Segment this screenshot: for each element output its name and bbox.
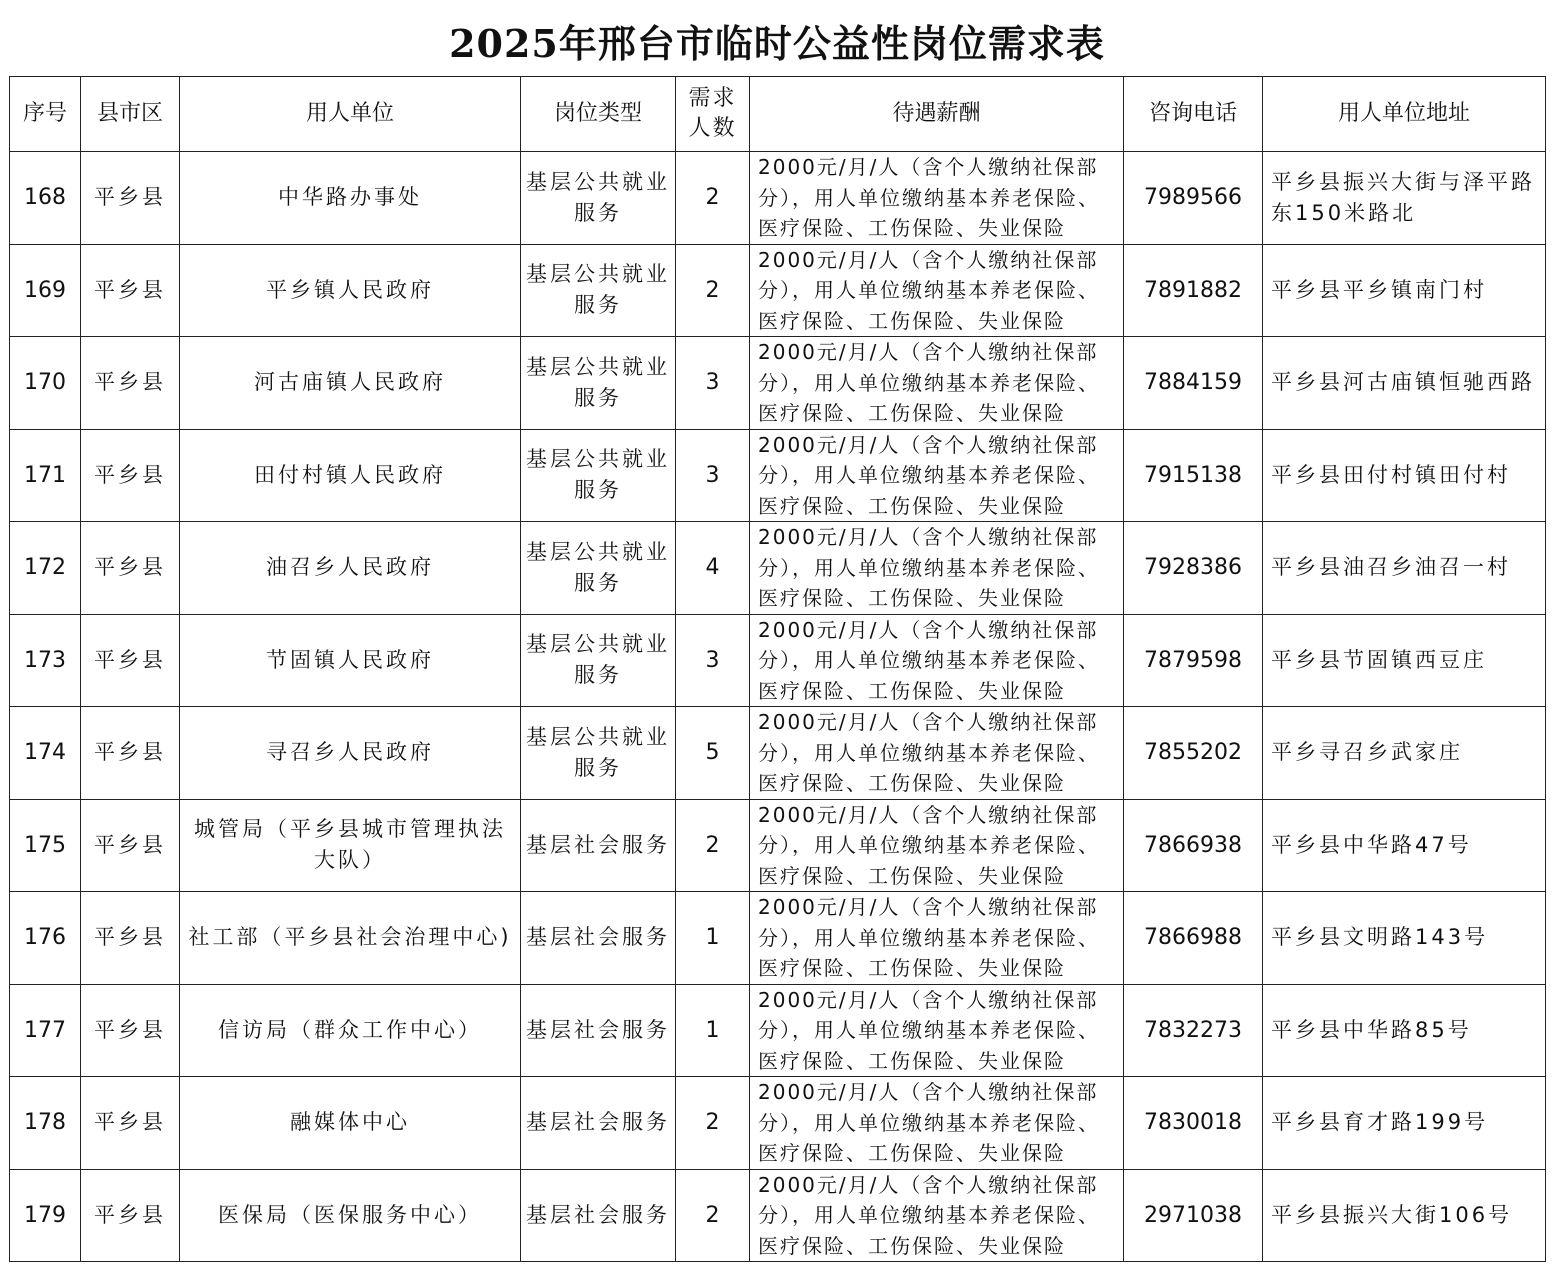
table-row: [10, 614, 1546, 707]
cell-phone: 7830018: [1124, 1077, 1263, 1170]
cell-post-type: 基层公共就业服务: [521, 337, 676, 430]
cell-address: 平乡县平乡镇南门村: [1263, 244, 1546, 337]
header-phone: 咨询电话: [1124, 77, 1263, 152]
cell-address: 平乡县田付村镇田付村: [1263, 429, 1546, 522]
cell-salary: 2000元/月/人（含个人缴纳社保部分），用人单位缴纳基本养老保险、医疗保险、工伤保险、失业保险: [750, 152, 1124, 245]
cell-address: 平乡县中华路47号: [1263, 799, 1546, 892]
cell-post-type: 基层社会服务: [521, 984, 676, 1077]
table-row: [10, 707, 1546, 800]
cell-seq: 171: [10, 429, 81, 522]
header-employer: 用人单位: [180, 77, 521, 152]
cell-address: 平乡县中华路85号: [1263, 984, 1546, 1077]
header-seq: 序号: [10, 77, 81, 152]
cell-phone: 2971038: [1124, 1169, 1263, 1262]
cell-employer: 城管局（平乡县城市管理执法大队）: [180, 799, 521, 892]
cell-salary: 2000元/月/人（含个人缴纳社保部分），用人单位缴纳基本养老保险、医疗保险、工伤保险、失业保险: [750, 984, 1124, 1077]
header-address: 用人单位地址: [1263, 77, 1546, 152]
cell-post-type: 基层公共就业服务: [521, 522, 676, 615]
cell-employer: 寻召乡人民政府: [180, 707, 521, 800]
cell-employer: 中华路办事处: [180, 152, 521, 245]
cell-seq: 170: [10, 337, 81, 430]
cell-employer: 平乡镇人民政府: [180, 244, 521, 337]
cell-phone: 7855202: [1124, 707, 1263, 800]
cell-demand: 1: [676, 892, 750, 985]
cell-demand: 3: [676, 429, 750, 522]
cell-salary: 2000元/月/人（含个人缴纳社保部分），用人单位缴纳基本养老保险、医疗保险、工伤保险、失业保险: [750, 337, 1124, 430]
header-demand-line1: 需求: [688, 86, 737, 111]
cell-salary: 2000元/月/人（含个人缴纳社保部分），用人单位缴纳基本养老保险、医疗保险、工伤保险、失业保险: [750, 799, 1124, 892]
cell-demand: 4: [676, 522, 750, 615]
cell-seq: 168: [10, 152, 81, 245]
cell-employer: 信访局（群众工作中心）: [180, 984, 521, 1077]
cell-demand: 3: [676, 614, 750, 707]
cell-county: 平乡县: [81, 1169, 180, 1262]
cell-county: 平乡县: [81, 614, 180, 707]
header-demand-line2: 人数: [688, 116, 737, 141]
cell-address: 平乡县振兴大街与泽平路东150米路北: [1263, 152, 1546, 245]
cell-salary: 2000元/月/人（含个人缴纳社保部分），用人单位缴纳基本养老保险、医疗保险、工伤保险、失业保险: [750, 707, 1124, 800]
cell-seq: 174: [10, 707, 81, 800]
cell-post-type: 基层公共就业服务: [521, 429, 676, 522]
cell-employer: 医保局（医保服务中心）: [180, 1169, 521, 1262]
table-row: [10, 1077, 1546, 1170]
cell-post-type: 基层社会服务: [521, 892, 676, 985]
cell-salary: 2000元/月/人（含个人缴纳社保部分），用人单位缴纳基本养老保险、医疗保险、工伤保险、失业保险: [750, 429, 1124, 522]
table-row: [10, 892, 1546, 985]
cell-address: 平乡县振兴大街106号: [1263, 1169, 1546, 1262]
cell-county: 平乡县: [81, 799, 180, 892]
cell-demand: 2: [676, 799, 750, 892]
cell-county: 平乡县: [81, 522, 180, 615]
table-row: [10, 152, 1546, 245]
cell-employer: 田付村镇人民政府: [180, 429, 521, 522]
table-row: [10, 984, 1546, 1077]
cell-demand: 2: [676, 244, 750, 337]
cell-seq: 179: [10, 1169, 81, 1262]
cell-demand: 2: [676, 1077, 750, 1170]
table-row: [10, 244, 1546, 337]
cell-county: 平乡县: [81, 244, 180, 337]
cell-county: 平乡县: [81, 892, 180, 985]
table-row: [10, 799, 1546, 892]
cell-demand: 5: [676, 707, 750, 800]
cell-county: 平乡县: [81, 337, 180, 430]
cell-salary: 2000元/月/人（含个人缴纳社保部分），用人单位缴纳基本养老保险、医疗保险、工伤保险、失业保险: [750, 1077, 1124, 1170]
cell-post-type: 基层公共就业服务: [521, 707, 676, 800]
cell-post-type: 基层社会服务: [521, 1077, 676, 1170]
cell-address: 平乡县油召乡油召一村: [1263, 522, 1546, 615]
cell-post-type: 基层公共就业服务: [521, 244, 676, 337]
table-row: [10, 1169, 1546, 1262]
cell-employer: 融媒体中心: [180, 1077, 521, 1170]
cell-county: 平乡县: [81, 152, 180, 245]
table-row: [10, 522, 1546, 615]
cell-post-type: 基层公共就业服务: [521, 152, 676, 245]
cell-address: 平乡县节固镇西豆庄: [1263, 614, 1546, 707]
cell-phone: 7866988: [1124, 892, 1263, 985]
cell-salary: 2000元/月/人（含个人缴纳社保部分），用人单位缴纳基本养老保险、医疗保险、工伤保险、失业保险: [750, 522, 1124, 615]
cell-phone: 7832273: [1124, 984, 1263, 1077]
cell-salary: 2000元/月/人（含个人缴纳社保部分），用人单位缴纳基本养老保险、医疗保险、工伤保险、失业保险: [750, 1169, 1124, 1262]
cell-address: 平乡县育才路199号: [1263, 1077, 1546, 1170]
cell-address: 平乡县河古庙镇恒驰西路: [1263, 337, 1546, 430]
cell-seq: 172: [10, 522, 81, 615]
table-row: [10, 337, 1546, 430]
header-salary: 待遇薪酬: [750, 77, 1124, 152]
cell-phone: 7891882: [1124, 244, 1263, 337]
cell-employer: 河古庙镇人民政府: [180, 337, 521, 430]
cell-demand: 2: [676, 152, 750, 245]
cell-phone: 7915138: [1124, 429, 1263, 522]
cell-post-type: 基层社会服务: [521, 1169, 676, 1262]
job-demand-table: [9, 76, 1546, 1262]
table-body: [10, 152, 1546, 1262]
cell-demand: 1: [676, 984, 750, 1077]
cell-county: 平乡县: [81, 984, 180, 1077]
cell-salary: 2000元/月/人（含个人缴纳社保部分），用人单位缴纳基本养老保险、医疗保险、工伤保险、失业保险: [750, 614, 1124, 707]
cell-post-type: 基层公共就业服务: [521, 614, 676, 707]
cell-salary: 2000元/月/人（含个人缴纳社保部分），用人单位缴纳基本养老保险、医疗保险、工伤保险、失业保险: [750, 244, 1124, 337]
cell-seq: 177: [10, 984, 81, 1077]
cell-phone: 7866938: [1124, 799, 1263, 892]
header-demand: [676, 77, 750, 152]
cell-phone: 7884159: [1124, 337, 1263, 430]
cell-employer: 油召乡人民政府: [180, 522, 521, 615]
cell-seq: 173: [10, 614, 81, 707]
cell-post-type: 基层社会服务: [521, 799, 676, 892]
cell-address: 平乡寻召乡武家庄: [1263, 707, 1546, 800]
cell-phone: 7989566: [1124, 152, 1263, 245]
cell-seq: 175: [10, 799, 81, 892]
cell-employer: 社工部（平乡县社会治理中心): [180, 892, 521, 985]
cell-seq: 178: [10, 1077, 81, 1170]
cell-seq: 169: [10, 244, 81, 337]
table-header-row: [10, 77, 1546, 152]
cell-county: 平乡县: [81, 1077, 180, 1170]
cell-phone: 7928386: [1124, 522, 1263, 615]
cell-employer: 节固镇人民政府: [180, 614, 521, 707]
page-title: 2025年邢台市临时公益性岗位需求表: [449, 21, 1105, 66]
cell-county: 平乡县: [81, 707, 180, 800]
cell-demand: 3: [676, 337, 750, 430]
header-county: 县市区: [81, 77, 180, 152]
table-row: [10, 429, 1546, 522]
header-post-type: 岗位类型: [521, 77, 676, 152]
cell-phone: 7879598: [1124, 614, 1263, 707]
cell-demand: 2: [676, 1169, 750, 1262]
cell-address: 平乡县文明路143号: [1263, 892, 1546, 985]
cell-seq: 176: [10, 892, 81, 985]
cell-salary: 2000元/月/人（含个人缴纳社保部分），用人单位缴纳基本养老保险、医疗保险、工伤保险、失业保险: [750, 892, 1124, 985]
cell-county: 平乡县: [81, 429, 180, 522]
